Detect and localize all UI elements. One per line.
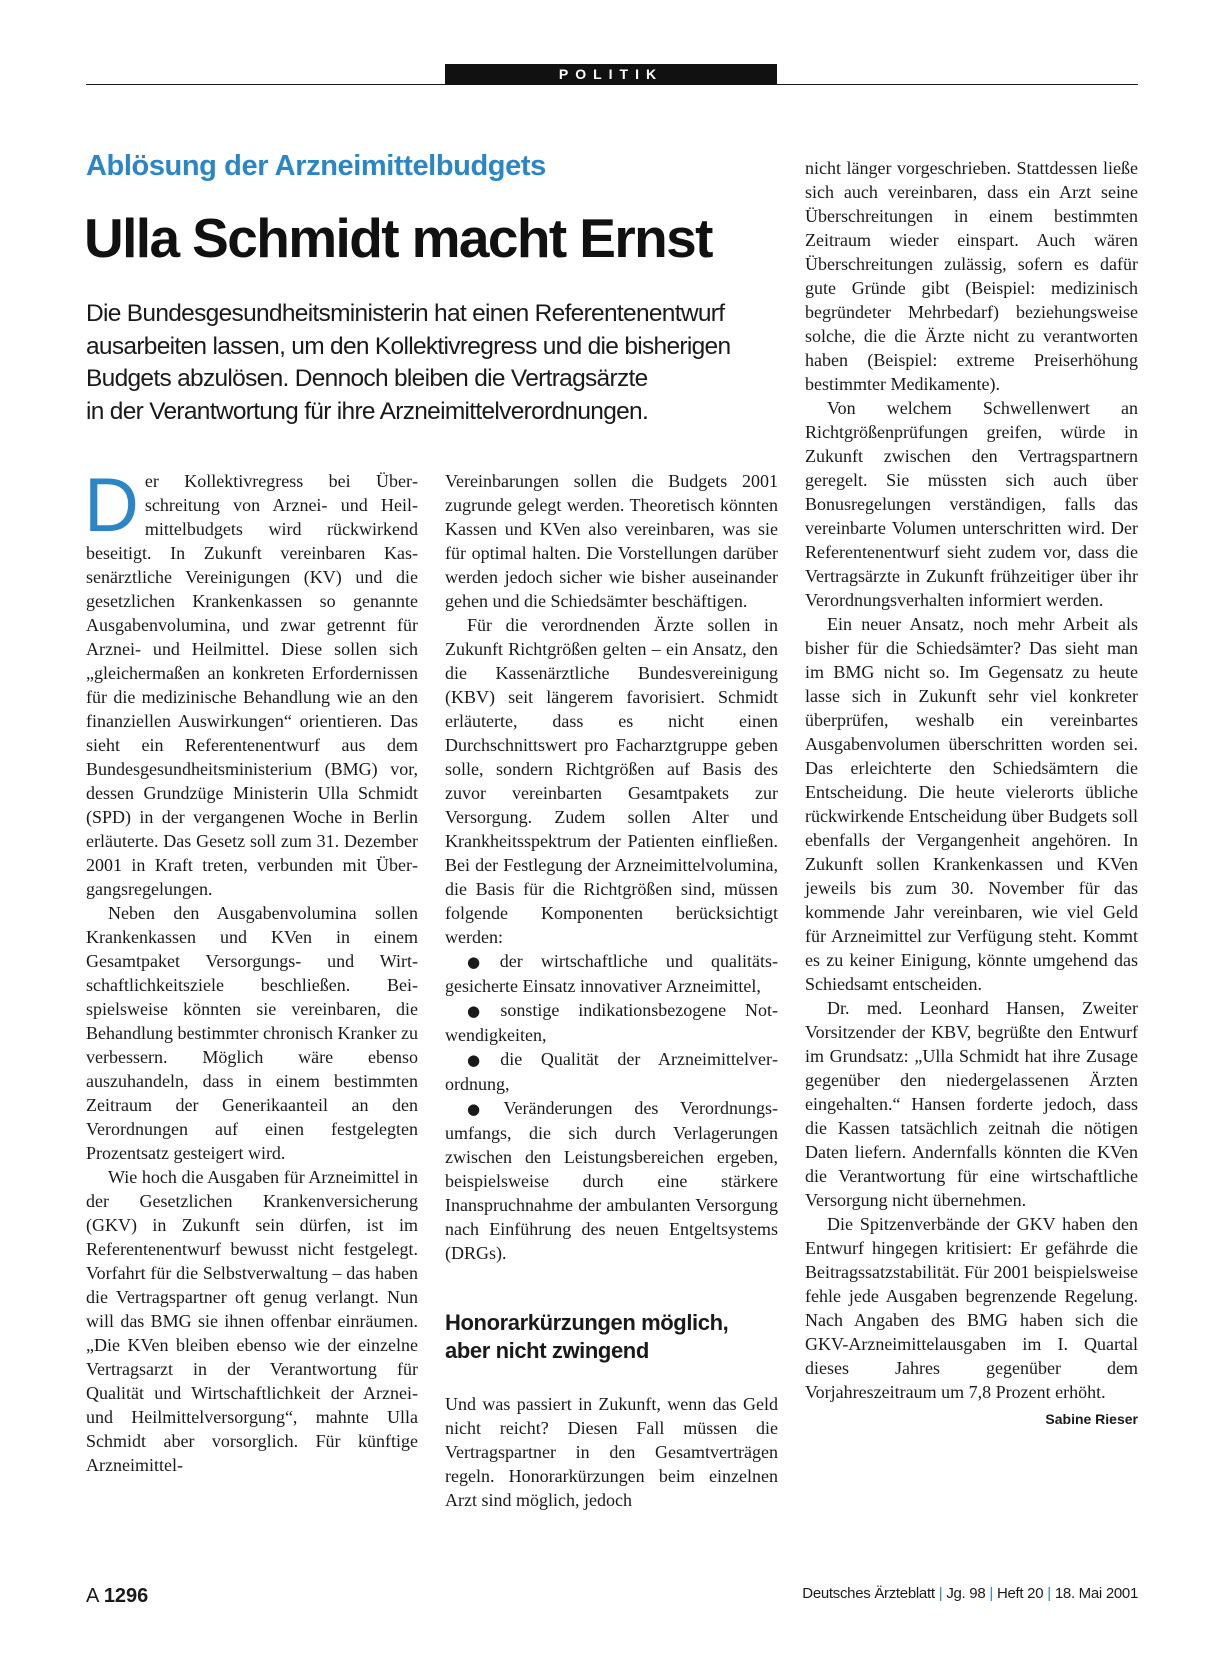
bullet-icon: ● (467, 1100, 498, 1118)
page-prefix: A (86, 1585, 99, 1607)
lead-line: in der Verantwortung für ihre Arzneimittelverordnungen. (86, 397, 649, 425)
paragraph: Ein neuer Ansatz, noch mehr Arbeit als bisher für die Schiedsämter? Das sieht man im BMG nicht so. Im Gegensatz zu heute lasse sich in Zukunft sehr viel konkreter überprüfen, weshalb ein vereinbartes Ausgabenvolumen überschritten worden sei. Das erleichterte den Schiedsämtern die Entscheidung. Die heute vielerorts übliche rückwirkende Entscheidung über Budgets soll ebenfalls der Vergangenheit angehören. In Zukunft sollen Krankenkassen und KVen jeweils bis zum 30. November für das kommende Jahr vereinbaren, wie viel Geld für Arzneimittel zur Verfügung steht. Kommt es zu keiner Einigung, könnte umgehend das Schiedsamt entscheiden. (805, 614, 1138, 994)
text-column-3 (805, 156, 1138, 1431)
separator: | (1047, 1585, 1051, 1602)
bullet-list (445, 949, 778, 1265)
journal-volume: Jg. 98 (946, 1585, 986, 1602)
page-number (86, 1585, 148, 1608)
list-item (445, 949, 778, 998)
journal-name: Deutsches Ärzteblatt (802, 1585, 935, 1602)
article-headline: Ulla Schmidt macht Ernst (84, 207, 712, 269)
paragraph: Dr. med. Leonhard Hansen, Zweiter Vorsitzender der KBV, begrüßte den Entwurf im Grundsatz: „Ulla Schmidt hat ihre Zusage gegenüber den niedergelassenen Ärzten eingehalten.“ Hansen forderte jedoch, dass die Kassen tatsächlich zeitnah die nötigen Daten liefern. Andernfalls könnten die KVen die Verantwortung für eine wirtschaftliche Versorgung nicht übernehmen. (805, 998, 1138, 1210)
paragraph-text: Die Spitzenverbände der GKV haben den Entwurf hingegen kritisiert: Er gefährde die Beitragssatzstabilität. Für 2001 beispielsweise fehle jede Ausgaben begrenzende Regelung. Nach Angaben des BMG haben sich die GKV-Arzneimittelausgaben im I. Quartal dieses Jahres gegenüber dem Vorjahreszeitraum um 7,8 Prozent erhöht. (805, 1214, 1138, 1402)
list-item-text: Veränderungen des Verordnungsumfangs, die sich durch Verlagerungen zwischen den Leistungsbereichen ergeben, beispielsweise durch eine stärkere Inanspruchnahme der ambulanten Versorgung nach Einführung des neuen Entgeltsystems (DRGs). (445, 1098, 779, 1263)
text-column-2 (445, 469, 778, 1512)
lead-line: Budgets abzulösen. Dennoch bleiben die Vertragsärzte (86, 365, 648, 392)
journal-info (802, 1585, 1138, 1602)
journal-issue: Heft 20 (996, 1585, 1044, 1602)
paragraph: nicht länger vorgeschrieben. Stattdessen ließe sich auch vereinbaren, dass ein Arzt seine Überschreitungen in einem bestimmten Zeitraum wieder einspart. Auch wären Überschreitungen zulässig, sofern es dafür gute Gründe gibt (Beispiel: medizinisch begründeter Mehrbedarf) beziehungsweise solche, die die Ärzte nicht zu verantworten haben (Beispiel: extreme Preiserhöhung bestimmter Medikamente). (805, 158, 1138, 394)
bullet-icon: ● (467, 953, 494, 971)
article-lead (86, 298, 786, 428)
page-number-value: 1296 (103, 1585, 149, 1607)
subheading (445, 1309, 778, 1365)
list-item-text: die Qualität der Arzneimittelverordnung, (445, 1049, 778, 1094)
text-column-1 (84, 463, 418, 1477)
list-item-text: der wirtschaftliche und qualitätsgesicherte Einsatz innovativer Arzneimittel, (445, 951, 778, 996)
paragraph: Vereinbarungen sollen die Budgets 2001 zugrunde gelegt werden. Theoretisch könnten Kassen und KVen also vereinbaren, was sie für optimal halten. Die Vorstellungen darüber werden jedoch sicher wie bisher auseinander gehen und die Schiedsämter beschäftigen. (445, 471, 778, 611)
list-item (445, 1096, 778, 1265)
author-byline: Sabine Rieser (1045, 1411, 1138, 1427)
paragraph: Und was passiert in Zukunft, wenn das Geld nicht reicht? Diesen Fall müssen die Vertragspartner in den Gesamtverträgen regeln. Honorarkürzungen beim einzelnen Arzt sind möglich, jedoch (445, 1394, 778, 1510)
list-item (445, 998, 778, 1047)
paragraph (84, 463, 418, 901)
paragraph (805, 1212, 1138, 1427)
section-label: POLITIK (445, 64, 777, 85)
paragraph: Von welchem Schwellenwert an Richtgrößenprüfungen greifen, würde in Zukunft zwischen den Vertragspartnern geregelt. Sie müssten sich auch über Bonusregelungen verständigen, falls das vereinbarte Volumen unterschritten wird. Der Referentenentwurf sieht zudem vor, dass die Vertragsärzte in Zukunft frühzeitiger über ihr Verordnungsverhalten informiert werden. (805, 398, 1138, 610)
bullet-icon: ● (467, 1002, 495, 1020)
separator: | (938, 1585, 943, 1602)
drop-cap: D (84, 463, 139, 548)
paragraph-text: er Kollektivregress bei Überschreitung von Arznei- und Heilmittelbudgets wird rückwirkend beseitigt. In Zukunft vereinbaren Kassenärztliche Vereinigungen (KV) und die gesetzlichen Krankenkassen so genannte Ausgabenvolumina, und zwar getrennt für Arznei- und Heilmittel. Diese sollen sich „gleichermaßen an konkreten Erfordernissen für die medizinische Behandlung wie an den finanziellen Auswirkungen“ orientieren. Das sieht ein Referentenentwurf aus dem Bundesgesundheitsministerium (BMG) vor, dessen Grundzüge Ministerin Ulla Schmidt (SPD) in der vergangenen Woche in Berlin erläuterte. Das Gesetz soll zum 31. Dezember 2001 in Kraft treten, verbunden mit Übergangsregelungen. (86, 471, 418, 899)
paragraph: Für die verordnenden Ärzte sollen in Zukunft Richtgrößen gelten – ein Ansatz, den die Kassenärztliche Bundesvereinigung (KBV) seit längerem favorisiert. Schmidt erläuterte, dass es nicht einen Durchschnittswert pro Facharztgruppe geben solle, sondern Richtgrößen auf Basis des zuvor vereinbarten Gesamtpakets zur Versorgung. Zudem sollen Alter und Krankheitsspektrum der Patienten einfließen. Bei der Festlegung der Arzneimittelvolumina, die Basis für die Richtgrößen sind, müssen folgende Komponenten berücksichtigt werden: (445, 615, 778, 947)
list-item-text: sonstige indikationsbezogene Notwendigkeiten, (445, 1000, 778, 1045)
lead-line: ausarbeiten lassen, um den Kollektivregress und die bisherigen (86, 332, 731, 360)
list-item (445, 1047, 778, 1096)
paragraph: Wie hoch die Ausgaben für Arzneimittel in der Gesetzlichen Krankenversicherung (GKV) in Zukunft sein dürfen, ist im Referentenentwurf bewusst nicht festgelegt. Vorfahrt für die Selbstverwaltung – das haben die Vertragspartner oft genug verlangt. Nun will das BMG sie ihnen offenbar einräumen. „Die KVen bleiben ebenso wie der einzelne Vertragsarzt in der Verantwortung für Qualität und Wirtschaftlichkeit der Arznei- und Heilmittelversorgung“, mahnte Ulla Schmidt aber vorsorglich. Für künftige Arzneimittel- (86, 1167, 418, 1475)
subheading-line: aber nicht zwingend (445, 1338, 649, 1363)
journal-date: 18. Mai 2001 (1054, 1585, 1138, 1602)
bullet-icon: ● (467, 1051, 495, 1069)
lead-line: Die Bundesgesundheitsministerin hat einen Referentenentwurf (86, 300, 725, 327)
separator: | (989, 1585, 993, 1602)
paragraph: Neben den Ausgabenvolumina sollen Krankenkassen und KVen in einem Gesamtpaket Versorgungs- und Wirtschaftlichkeitsziele beschließen. Beispielsweise könnten sie vereinbaren, die Behandlung bestimmter chronisch Kranker zu verbessern. Möglich wäre ebenso auszuhandeln, dass in einem bestimmten Zeitraum der Generikaanteil an den Verordnungen auf einen festgelegten Prozentsatz gesteigert wird. (86, 903, 418, 1163)
article-kicker: Ablösung der Arzneimittelbudgets (86, 150, 546, 182)
subheading-line: Honorarkürzungen möglich, (445, 1310, 729, 1335)
